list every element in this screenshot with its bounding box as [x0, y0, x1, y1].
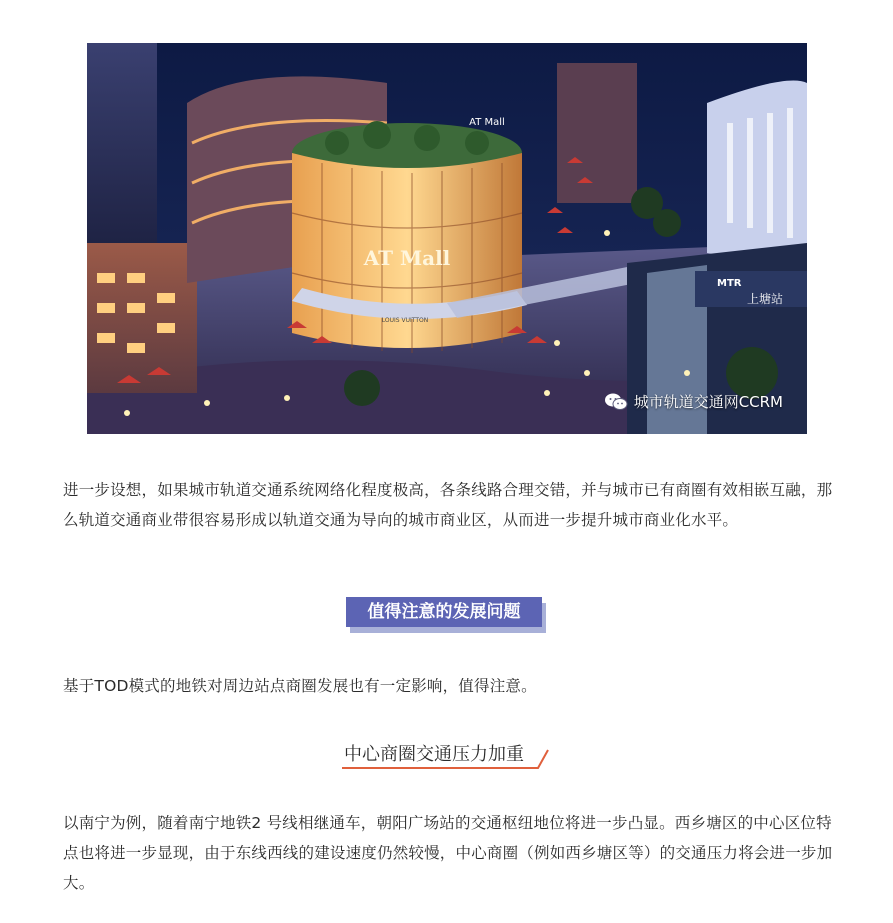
paragraph-intro: 进一步设想，如果城市轨道交通系统网络化程度极高，各条线路合理交错，并与城市已有商圈有效相嵌互融，那么轨道交通商业带很容易形成以轨道交通为导向的城市商业区，从而进一步提升城市商业化水平。 — [63, 481, 833, 529]
subheading-underline — [338, 738, 558, 772]
station-name: 上塘站 — [747, 292, 784, 306]
subheading-text: 中心商圈交通压力加重 — [344, 744, 524, 765]
section-heading-text: 值得注意的发展问题 — [346, 597, 542, 627]
store-sign: LOUIS VUITTON — [381, 317, 429, 324]
mall-sign: AT Mall — [363, 246, 451, 270]
subheading — [338, 738, 558, 772]
image-watermark — [604, 391, 783, 412]
section-heading — [346, 597, 546, 631]
paragraph-tod: 基于TOD模式的地铁对周边站点商圈发展也有一定影响，值得注意。 — [63, 677, 537, 695]
mall-rendering-image — [87, 43, 807, 434]
wechat-icon — [604, 392, 628, 412]
watermark-text: 城市轨道交通网CCRM — [633, 393, 783, 411]
roof-sign: AT Mall — [469, 117, 505, 128]
paragraph-nanning: 以南宁为例，随着南宁地铁2 号线相继通车，朝阳广场站的交通枢纽地位将进一步凸显。西乡塘区的中心区位特点也将进一步显现，由于东线西线的建设速度仍然较慢，中心商圈（例如西乡塘区等）的交通压力将会进一步加大。 — [63, 814, 833, 892]
station-logo: MTR — [717, 278, 742, 289]
